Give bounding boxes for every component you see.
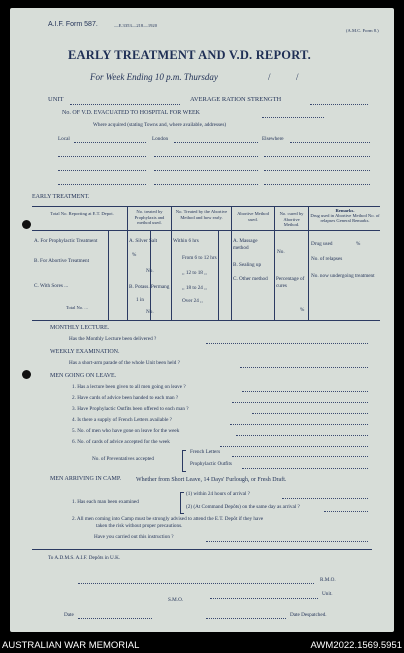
leave-heading: MEN GOING ON LEAVE. — [50, 373, 117, 379]
leave-q2: 2. Have cards of advice been handed to each man ? — [72, 395, 179, 401]
local-field-3[interactable] — [58, 170, 146, 171]
evacuated-field[interactable] — [262, 117, 324, 118]
table-header-rule — [32, 230, 380, 231]
drug-percent: % — [356, 241, 361, 247]
amc-form-number: (A.M.C. Form 8.) — [346, 28, 379, 33]
arriving-opt1: (1) within 24 hours of arrival ? — [186, 491, 250, 497]
leave-a2[interactable] — [232, 402, 368, 403]
col-divider-4 — [274, 206, 275, 320]
leave-a4[interactable] — [230, 424, 368, 425]
preventatives-label: No. of Preventatives accepted — [92, 456, 154, 462]
drug-used: Drug used — [311, 241, 333, 247]
unit-label: UNIT — [48, 96, 64, 103]
from-6-to-12: From 6 to 12 hrs — [182, 255, 217, 261]
leave-q3: 3. Have Prophylactic Outfits been offered to each man ? — [72, 406, 189, 412]
silver-percent: % — [132, 252, 137, 258]
local-field-4[interactable] — [58, 184, 146, 185]
unit-sign-field[interactable] — [210, 598, 318, 599]
now-undergoing: No. now undergoing treatment — [311, 273, 375, 279]
week-ending: For Week Ending 10 p.m. Thursday — [90, 72, 218, 82]
local-field-1[interactable] — [74, 142, 146, 143]
date-field[interactable] — [78, 618, 152, 619]
caption-right: AWM2022.1569.5951 — [310, 640, 402, 651]
early-treatment-heading: EARLY TREATMENT. — [32, 194, 90, 200]
elsewhere-label: Elsewhere — [262, 136, 284, 142]
col4-header: Abortive Method used. — [237, 211, 269, 222]
row-prophylactic: A. For Prophylactic Treatment — [34, 238, 98, 244]
col6-header-b: Drug used in Abortive Method No. of relapses General Remarks. — [310, 213, 380, 223]
arriving-subheading: Whether from Short Leave, 14 Days' Furlough, or Fresh Draft. — [136, 477, 287, 483]
date-label: Date — [64, 612, 74, 618]
prophylactic-outfits: Prophylactic Outfits — [190, 461, 232, 467]
arriving-heading: MEN ARRIVING IN CAMP. — [50, 476, 122, 482]
arriving-brace — [180, 492, 184, 514]
monthly-lecture-answer[interactable] — [206, 343, 368, 344]
percentage-of-cures: Percentage of cures — [276, 276, 305, 289]
date-despatched-field[interactable] — [206, 618, 286, 619]
arriving-a3[interactable] — [206, 541, 368, 542]
punch-hole-bottom — [22, 370, 31, 379]
elsewhere-field-4[interactable] — [264, 184, 370, 185]
col6-header-a: Remarks. — [335, 208, 355, 213]
ration-label: AVERAGE RATION STRENGTH — [190, 96, 282, 103]
ration-field[interactable] — [310, 104, 368, 105]
leave-a1[interactable] — [242, 391, 368, 392]
french-letters: French Letters — [190, 449, 221, 455]
col-divider-1 — [127, 206, 128, 320]
unit-sign-label: Unit. — [322, 591, 333, 597]
col3-header: No. Treated by the Abortive Method and how early. — [175, 209, 228, 220]
date-despatched-label: Date Despatched. — [290, 612, 327, 618]
prophylactic-outfits-field[interactable] — [242, 468, 368, 469]
form-number: A.I.F. Form 587. — [48, 21, 98, 28]
row-sores: C. With Sores ... — [34, 283, 69, 289]
from-12-to-18: ,, 12 to 18 ,, — [182, 270, 207, 276]
page-title: EARLY TREATMENT AND V.D. REPORT. — [68, 48, 311, 62]
leave-q1: 1. Has a lecture been given to all men going on leave ? — [72, 384, 186, 390]
london-field-2[interactable] — [154, 156, 258, 157]
weekly-exam-answer[interactable] — [240, 367, 368, 368]
cured-percent: % — [300, 307, 305, 313]
col-divider-5 — [308, 206, 309, 320]
massage-method: A. Massage method — [233, 238, 258, 251]
leave-q6: 6. No. of cards of advice accepted for the week — [72, 439, 170, 445]
leave-q4: 4. Is there a supply of French Letters available ? — [72, 417, 172, 423]
punch-hole-top — [22, 220, 31, 229]
table-bottom-rule — [32, 320, 380, 321]
col1-header: Total No. Reporting at E.T. Depot. — [50, 211, 114, 216]
local-label: Local — [58, 136, 70, 142]
smo-label: S.M.O. — [168, 597, 184, 603]
rmo-label: R.M.O. — [320, 577, 336, 583]
other-method: C. Other method — [233, 276, 268, 282]
leave-a6[interactable] — [220, 446, 368, 447]
row-abortive: B. For Abortive Treatment — [34, 258, 90, 264]
row-total: Total No. ... — [66, 305, 88, 310]
arriving-opt2: (2) (At Command Depôts) on the same day as arrival ? — [186, 504, 300, 510]
preventatives-brace — [182, 450, 186, 472]
over-24: Over 24 ,, — [182, 298, 203, 304]
london-field-4[interactable] — [154, 184, 258, 185]
silver-no: No. — [146, 268, 154, 274]
to-adms: To A.D.M.S. A.I.F. Depôts in U.K. — [48, 555, 121, 561]
weekly-exam-heading: WEEKLY EXAMINATION. — [50, 349, 120, 355]
evacuated-label: No. OF V.D. EVACUATED TO HOSPITAL FOR WEEK — [62, 110, 200, 116]
caption-left: AUSTRALIAN WAR MEMORIAL — [2, 640, 140, 651]
sub-divider-a — [108, 230, 109, 320]
where-acquired: Where acquired (stating Towns and, where available, addresses) — [93, 122, 227, 128]
col-divider-3 — [231, 206, 232, 320]
french-letters-field[interactable] — [232, 456, 368, 457]
monthly-lecture-heading: MONTHLY LECTURE. — [50, 325, 110, 331]
arriving-q1: 1. Has each man been examined — [72, 499, 139, 505]
arriving-opt2-field[interactable] — [324, 511, 368, 512]
weekly-exam-question: Has a short-arm parade of the whole Unit been held ? — [69, 360, 180, 366]
elsewhere-field-3[interactable] — [264, 170, 370, 171]
local-field-2[interactable] — [58, 156, 146, 157]
london-field-1[interactable] — [174, 142, 258, 143]
arriving-q2a: 2. All men coming into Camp must be strongly advised to attend the E.T. Depôt if they have — [72, 516, 264, 522]
sub-divider-c — [218, 230, 219, 320]
one-in: 1 in — [136, 297, 144, 303]
print-code: —E.3353—218—1920 — [114, 23, 158, 28]
week-slash-2: / — [296, 72, 299, 82]
rmo-field[interactable] — [78, 583, 314, 584]
cured-no: No. — [277, 249, 285, 255]
elsewhere-field-2[interactable] — [264, 156, 370, 157]
london-label: London — [152, 136, 169, 142]
elsewhere-field-1[interactable] — [290, 142, 370, 143]
within-6: Within 6 hrs — [173, 238, 199, 244]
arriving-q3: Have you carried out this instruction ? — [94, 534, 174, 540]
col2-header: No. treated by Prophylaxis and method used. — [134, 209, 165, 225]
leave-a5[interactable] — [236, 435, 368, 436]
arriving-q2b: taken the risk without proper precautions. — [96, 523, 183, 529]
sealing-up: B. Sealing up — [233, 262, 262, 268]
form-sheet — [10, 8, 394, 632]
arriving-opt1-field[interactable] — [282, 498, 368, 499]
unit-field[interactable] — [70, 104, 180, 105]
footer-rule — [32, 549, 372, 550]
potass-permang: B. Potass. Permang — [129, 284, 170, 290]
potass-no: No. — [146, 309, 154, 315]
relapses: No. of relapses — [311, 256, 343, 262]
table-top-rule — [32, 206, 380, 207]
monthly-lecture-question: Has the Monthly Lecture been delivered ? — [69, 336, 157, 342]
week-slash-1: / — [268, 72, 271, 82]
silver-salt: A. Silver Salt — [129, 238, 158, 244]
col-divider-2 — [171, 206, 172, 320]
london-field-3[interactable] — [154, 170, 258, 171]
col5-header: No. cured by Abortive Method. — [279, 211, 304, 227]
leave-q5: 5. No. of men who have gone on leave for the week — [72, 428, 180, 434]
leave-a3[interactable] — [252, 413, 368, 414]
from-18-to-24: ,, 18 to 24 ,, — [182, 285, 207, 291]
